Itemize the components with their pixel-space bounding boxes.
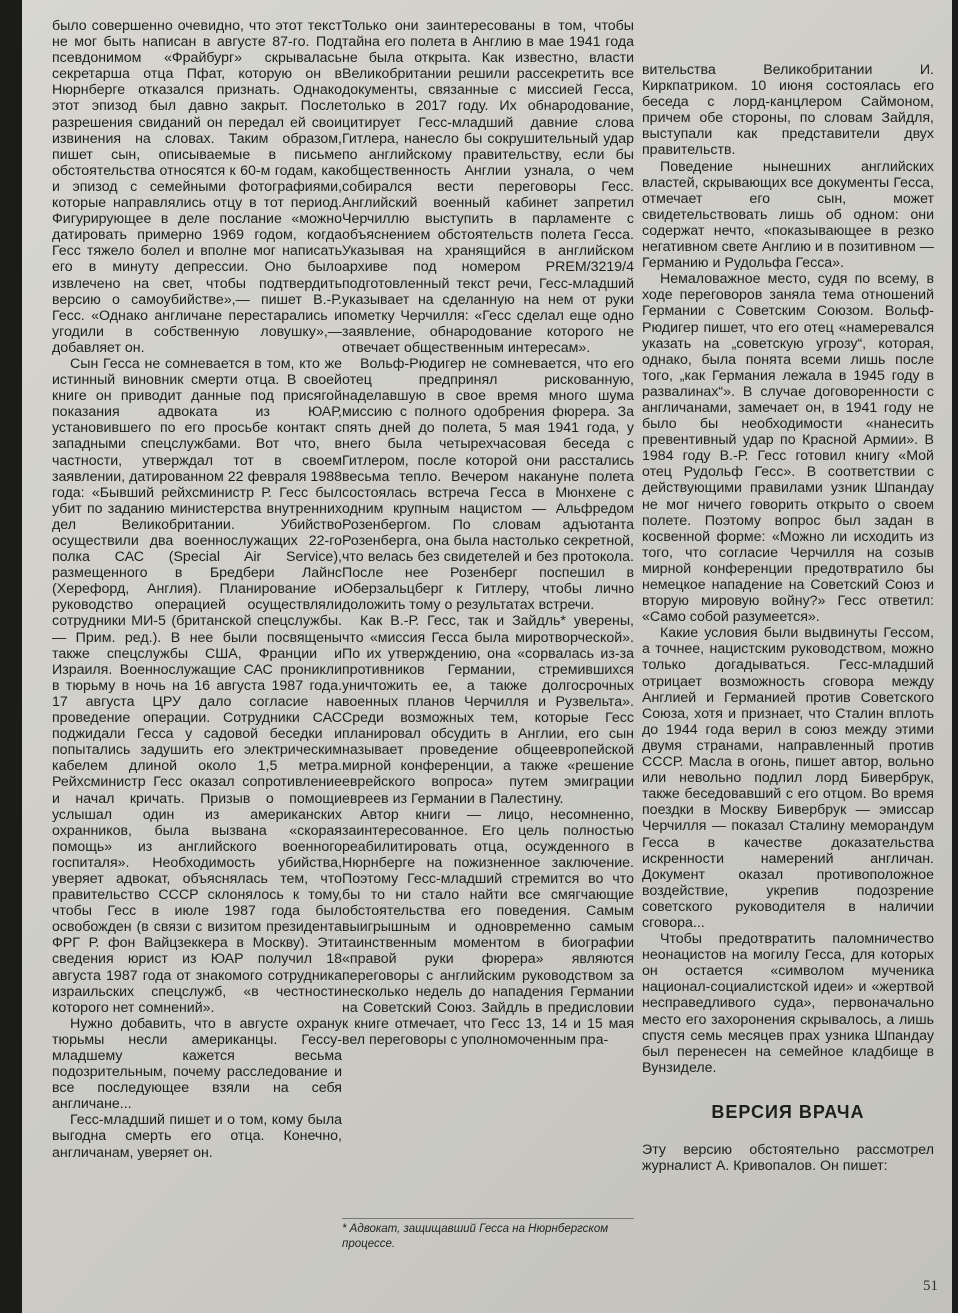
- paragraph: Только они заинтересованы в том, чтобы тайна его полета в Англию в мае 1941 года не была открыта. Как известно, власти Великобритании решили рассекретить все документы, связанные с миссией Гесса, только в 2017 году. Их обнародование, цитирует Гесс-младший давние слова Гитлера, нанесло бы сокрушительный удар по английскому правительству, если бы общественность Англии узнала, о чем собирался вести переговоры Гесс. Английский военный кабинет запретил Черчиллю выступить в парламенте с объяснением обстоятельств полета Гесса. Указывая на хранящийся в английском архиве под номером PREM/3219/4 подготовленный текст речи, Гесс-младший указывает на сделанную на нем от руки пометку Черчилля: «Гесс сделал еще одно заявление, обнародование которого не отвечает общественным интересам».: [342, 18, 634, 356]
- paragraph: было совершенно очевидно, что этот текст не мог быть написан в августе 87-го. Под псевдонимом «Фрайбург» скрывалась секретарша отца Пфат, которую он в Нюрнберге отказался признать. Однако этот эпизод был давно закрыт. После разрешения свиданий он передал ей свои извинения на словах. Таким образом, пишет сын, описываемые в письме обстоятельства относятся к 60-м годам, как и эпизод с семейными фотографиями, которые направлялись отцу в тот период. Фигурирующее в деле послание «можно датировать примерно 1969 годом, когда Гесс тяжело болел и вполне мог написать его в минуту депрессии. Оно было извлечено на свет, чтобы подтвердить версию о самоубийстве»,— пишет В.-Р. Гесс. «Однако англичане перестарались и угодили в собственную ловушку»,— добавляет он.: [52, 18, 342, 356]
- paragraph: Автор книги — лицо, несомненно, заинтересованное. Его цель полностью реабилитировать отца, осужденного в Нюрнберге на пожизненное заключение. Поэтому Гесс-младший стремится во что бы то ни стало найти все смягчающие обстоятельства его поведения. Самым выигрышным и одновременно самым таинственным моментом в биографии «правой руки фюрера» являются переговоры с английским руководством за несколько недель до нападения Германии на Советский Союз. Зайдль в предисловии к книге отмечает, что Гесс 13, 14 и 15 мая вел переговоры с уполномоченным пра-: [342, 806, 634, 1048]
- paragraph: Вольф-Рюдигер не сомневается, что его отец предпринял рискованную, наделавшую в свое время много шума миссию с полного одобрения фюрера. За пять дней до полета, 5 мая 1941 года, у него была четырехчасовая беседа с Гитлером, после которой они расстались весьма тепло. Вечером накануне полета состоялась встреча Гесса в Мюнхене с одним крупным нацистом — Альфредом Розенбергом. По словам адъютанта Розенберга, она была настолько секретной, что велась без свидетелей и без протокола. После нее Розенберг поспешил в Оберзальцберг к Гитлеру, чтобы лично доложить тому о результатах встречи.: [342, 355, 634, 614]
- paragraph: Как В.-Р. Гесс, так и Зайдль* уверены, что «миссия Гесса была миротворческой». По их утверждению, она «сорвалась из-за противников Германии, стремившихся уничтожить ее, а также долгосрочных военных планов Черчилля и Рузвельта». Среди возможных тем, которые Гесс планировал обсудить в Англии, его сын называет проведение общеевропейской мирной конференции, а также «решение еврейского вопроса» путем эмиграции евреев из Германии в Палестину.: [342, 613, 634, 807]
- text-column-right: [642, 62, 934, 1174]
- text-column-middle: [342, 18, 634, 1048]
- paragraph: Эту версию обстоятельно рассмотрел журналист А. Кривопалов. Он пишет:: [642, 1142, 934, 1175]
- text-column-left: [52, 18, 342, 1161]
- paragraph: Чтобы предотвратить паломничество неонацистов на могилу Гесса, для которых он остается «символом мученика национал-социалистской идеи» и «жертвой несправедливого суда», первоначально место его захоронения скрывалось, а лишь спустя семь месяцев прах узника Шпандау был перенесен на семейное кладбище в Вунзиделе.: [642, 931, 934, 1076]
- paragraph: Нужно добавить, что в августе охрану тюрьмы несли американцы. Гессу-младшему кажется весьма подозрительным, почему расследование и все последующее взяли на себя англичане...: [52, 1015, 342, 1113]
- paragraph: Какие условия были выдвинуты Гессом, а точнее, нацистским руководством, можно только догадываться. Гесс-младший отрицает возможность сговора между Англией и Германией против Советского Союза, хотя и признает, что Сталин вплоть до 1944 года верил в союз между этими двумя странами, направленный против СССР. Масла в огонь, пишет автор, вольно или невольно подлил лорд Бивербрук, также беседовавший с его отцом. Во время поездки в Москву Бивербрук — эмиссар Черчилля — показал Сталину меморандум Гесса в качестве доказательства искренности намерений англичан. Документ оказал противоположное воздействие, укрепив подозрение советского руководителя в наличии сговора...: [642, 625, 934, 931]
- paragraph: Поведение нынешних английских властей, скрывающих все документы Гесса, отмечает его сын, может свидетельствовать лишь об одном: они содержат нечто, «показывающее в резко негативном свете Англию и в позитивном — Германию и Рудольфа Гесса».: [642, 158, 934, 272]
- paragraph: Немаловажное место, судя по всему, в ходе переговоров заняла тема отношений Германии с Советским Союзом. Вольф-Рюдигер пишет, что его отец «намеревался указать на „советскую угрозу“, которая, однако, была понята всеми лишь после того, „как Германия лежала в 1945 году в развалинах“». В случае договоренности с англичанами, замечает он, в 1941 году не было бы необходимости «нанесить превентивный удар по Красной Армии». В 1984 году В.-Р. Гесс готовил книгу «Мой отец Рудольф Гесс». В соответствии с действующими правилами узник Шпандау не мог ничего говорить открыто о своем полете. Поэтому вопрос был задан в косвенной форме: «Можно ли исходить из того, что согласие Черчилля на созыв мирной конференции предотвратило бы немецкое нападение на Советский Союз и вторую мировую войну?» Гесс ответил: «Само собой разумеется».: [642, 271, 934, 626]
- paragraph: Гесс-младший пишет и о том, кому была выгодна смерть его отца. Конечно, англичанам, уверяет он.: [52, 1112, 342, 1161]
- footnote: * Адвокат, защищавший Гесса на Нюрнбергском процессе.: [342, 1218, 634, 1252]
- page-number: 51: [923, 1278, 938, 1294]
- magazine-page: [22, 0, 952, 1313]
- paragraph: Сын Гесса не сомневается в том, кто же истинный виновник смерти отца. В своей книге он приводит данные под присягой показания адвоката из ЮАР, установившего по его просьбе контакт с западными спецслужбами. Вот что, в частности, утверждал тот в своем заявлении, датированном 22 февраля 1988 года: «Бывший рейхсминистр Р. Гесс был убит по заданию министерства внутренних дел Великобритании. Убийство осуществили два военнослужащих 22-го полка САС (Special Air Service), размещенного в Бредбери Лайнс (Херефорд, Англия). Планирование и руководство операцией осуществляли сотрудники МИ-5 (британской спецслужбы.— Прим. ред.). В нее были посвящены также спецслужбы США, Франции и Израиля. Военнослужащие САС проникли в тюрьму в ночь на 16 августа 1987 года. 17 августа ЦРУ дало согласие на проведение операции. Сотрудники САС поджидали Гесса у садовой беседки и попытались задушить его электрическим кабелем длиной около 1,5 метра. Рейхсминистр Гесс оказал сопротивление и начал кричать. Призыв о помощи услышал один из американских охранников, была вызвана «скорая помощь» из английского военного госпиталя». Необходимость убийства, уверяет адвокат, объяснялась тем, что правительство СССР склонялось к тому, чтобы Гесс в июле 1987 года был освобожден (в связи с визитом президента ФРГ Р. фон Вайцзеккера в Москву). Эти сведения юрист из ЮАР получил 18 августа 1987 года от знакомого сотрудника израильских спецслужб, «в честности которого нет сомнений».: [52, 355, 342, 1016]
- paragraph: вительства Великобритании И. Киркпатриком. 10 июня состоялась его беседа с лорд-канцлером Саймоном, причем обе стороны, по словам Зайдля, выступали как представители двух правительств.: [642, 62, 934, 159]
- section-heading: ВЕРСИЯ ВРАЧА: [711, 1101, 865, 1122]
